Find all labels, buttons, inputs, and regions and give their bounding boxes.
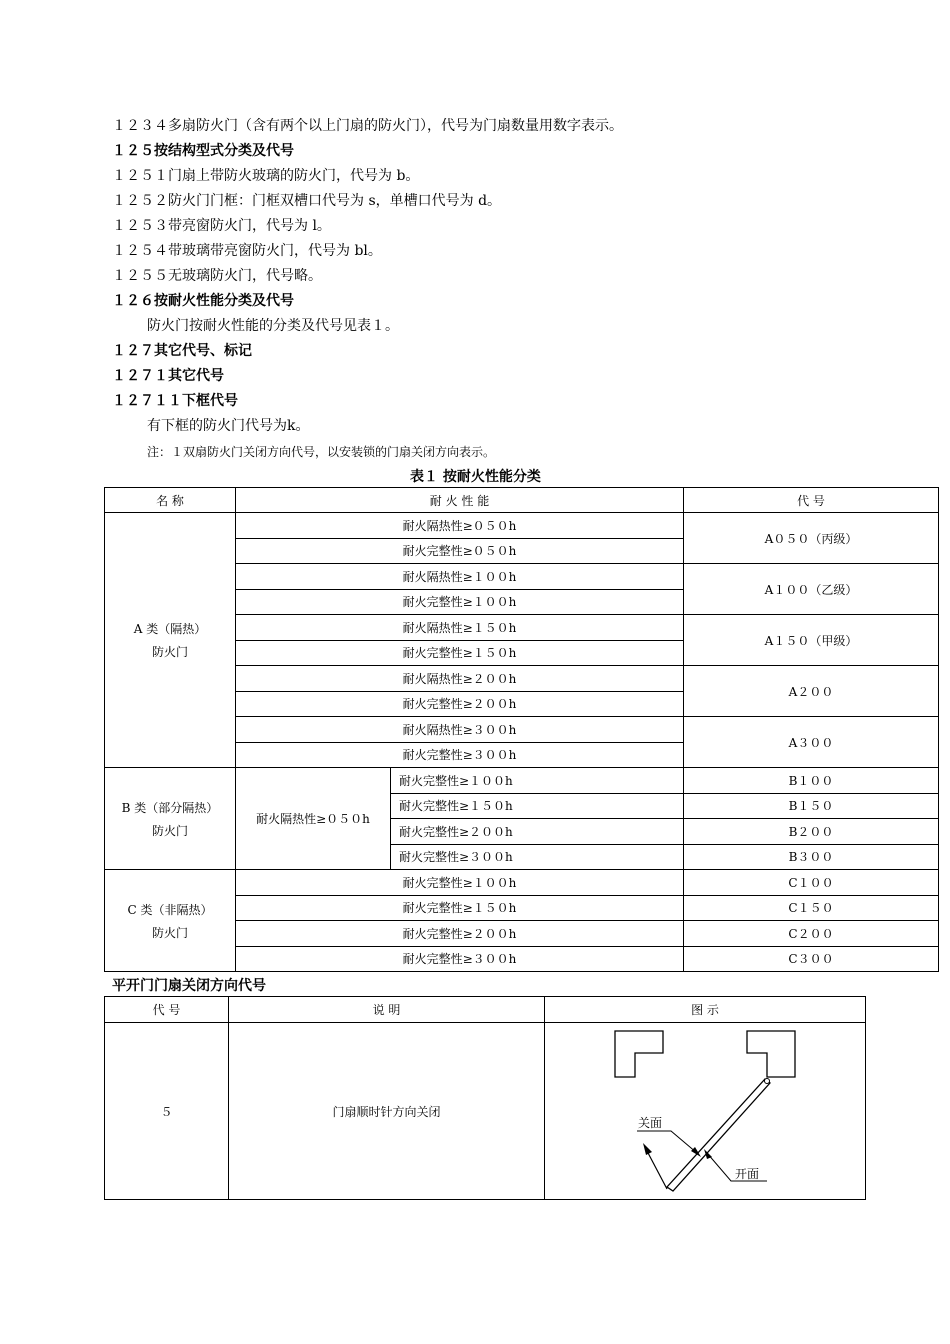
text-line-1252: １２５２防火门门框：门框双槽口代号为 s，单槽口代号为 d。 [112, 193, 502, 209]
code-cell: B３００ [684, 844, 939, 870]
perf-cell: 耐火完整性≥３００h [236, 742, 684, 768]
perf-cell: 耐火完整性≥１５０h [391, 793, 684, 819]
perf-cell: 耐火隔热性≥２００h [236, 666, 684, 692]
col-header-performance: 耐 火 性 能 [236, 488, 684, 513]
col-header-name: 名 称 [105, 488, 236, 513]
table-row [105, 1023, 866, 1200]
perf-cell: 耐火完整性≥１５０h [236, 895, 684, 921]
perf-cell: 耐火完整性≥１００h [236, 870, 684, 896]
text-line-k-code: 有下框的防火门代号为k。 [147, 418, 310, 434]
heading-127: １２７其它代号、标记 [112, 343, 252, 359]
swing-arrow-head [643, 1143, 652, 1155]
closing-direction-table [104, 996, 866, 1200]
group-c-name [105, 870, 236, 972]
perf-cell: 耐火完整性≥１００h [391, 768, 684, 794]
group-a-name [105, 513, 236, 768]
fire-resistance-table [104, 487, 939, 972]
group-a-name-line2: 防火门 [151, 645, 188, 659]
perf-cell: 耐火完整性≥３００h [391, 844, 684, 870]
group-c-name-line1: C 类（非隔热） [127, 902, 213, 917]
group-c-name-line2: 防火门 [151, 925, 188, 940]
label-open-face: 开面 [735, 1167, 760, 1181]
perf-cell: 耐火隔热性≥３００h [236, 717, 684, 743]
group-b-insulation: 耐火隔热性≥０５０h [236, 768, 391, 870]
perf-cell: 耐火隔热性≥１５０h [236, 615, 684, 641]
group-b-name-line1: B 类（部分隔热） [121, 800, 219, 815]
note-line: 注：１双扇防火门关闭方向代号，以安装锁的门扇关闭方向表示。 [147, 445, 496, 459]
heading-1271: １２７１其它代号 [112, 368, 224, 384]
code-cell: A１５０（甲级） [684, 615, 939, 666]
table1-caption: 表１ 按耐火性能分类 [410, 469, 541, 485]
table2-caption: 平开门门扇关闭方向代号 [112, 978, 266, 994]
perf-cell: 耐火完整性≥２００h [236, 691, 684, 717]
code-cell: B１００ [684, 768, 939, 794]
group-a-name-line1: A 类（隔热） [133, 622, 207, 636]
code-cell: A０５０（丙级） [684, 513, 939, 564]
swing-arrow-line [647, 1151, 667, 1189]
code-cell: B１５０ [684, 793, 939, 819]
perf-cell: 耐火隔热性≥１００h [236, 564, 684, 590]
right-frame-shape [747, 1031, 795, 1077]
perf-cell: 耐火完整性≥２００h [236, 921, 684, 947]
code-cell: A１００（乙级） [684, 564, 939, 615]
text-line-table-ref: 防火门按耐火性能的分类及代号见表１。 [147, 318, 399, 334]
perf-cell: 耐火完整性≥２００h [391, 819, 684, 845]
col-header-code: 代 号 [105, 997, 229, 1023]
group-b-name [105, 768, 236, 870]
col-header-code: 代 号 [684, 488, 939, 513]
description-cell: 门扇顺时针方向关闭 [229, 1023, 545, 1200]
hinge-point [765, 1079, 770, 1084]
code-cell: C１５０ [684, 895, 939, 921]
heading-125: １２５按结构型式分类及代号 [112, 143, 294, 159]
table-row [105, 513, 939, 539]
table-row [105, 870, 939, 896]
perf-cell: 耐火完整性≥１００h [236, 589, 684, 615]
col-header-description: 说 明 [229, 997, 545, 1023]
code-cell: C１００ [684, 870, 939, 896]
text-line-1255: １２５５无玻璃防火门，代号略。 [112, 268, 322, 284]
label-closed-face: 关面 [638, 1116, 663, 1130]
perf-cell: 耐火完整性≥３００h [236, 946, 684, 972]
heading-126: １２６按耐火性能分类及代号 [112, 293, 294, 309]
code-cell: A２００ [684, 666, 939, 717]
perf-cell: 耐火完整性≥１５０h [236, 640, 684, 666]
code-cell: ５ [105, 1023, 229, 1200]
table-row [105, 768, 939, 794]
text-line-1253: １２５３带亮窗防火门，代号为 l。 [112, 218, 331, 234]
text-line-1234: １２３４多扇防火门（含有两个以上门扇的防火门），代号为门扇数量用数字表示。 [112, 118, 623, 134]
col-header-figure: 图 示 [545, 997, 866, 1023]
code-cell: B２００ [684, 819, 939, 845]
text-line-1251: １２５１门扇上带防火玻璃的防火门，代号为 b。 [112, 168, 420, 184]
code-cell: A３００ [684, 717, 939, 768]
heading-12711: １２７１１下框代号 [112, 393, 238, 409]
text-line-1254: １２５４带玻璃带亮窗防火门，代号为 bl。 [112, 243, 382, 259]
code-cell: C２００ [684, 921, 939, 947]
left-frame-shape [615, 1031, 663, 1077]
perf-cell: 耐火隔热性≥０５０h [236, 513, 684, 539]
perf-cell: 耐火完整性≥０５０h [236, 538, 684, 564]
group-b-name-line2: 防火门 [151, 823, 188, 838]
code-cell: C３００ [684, 946, 939, 972]
figure-cell [545, 1023, 866, 1200]
door-closing-diagram [545, 1023, 866, 1199]
